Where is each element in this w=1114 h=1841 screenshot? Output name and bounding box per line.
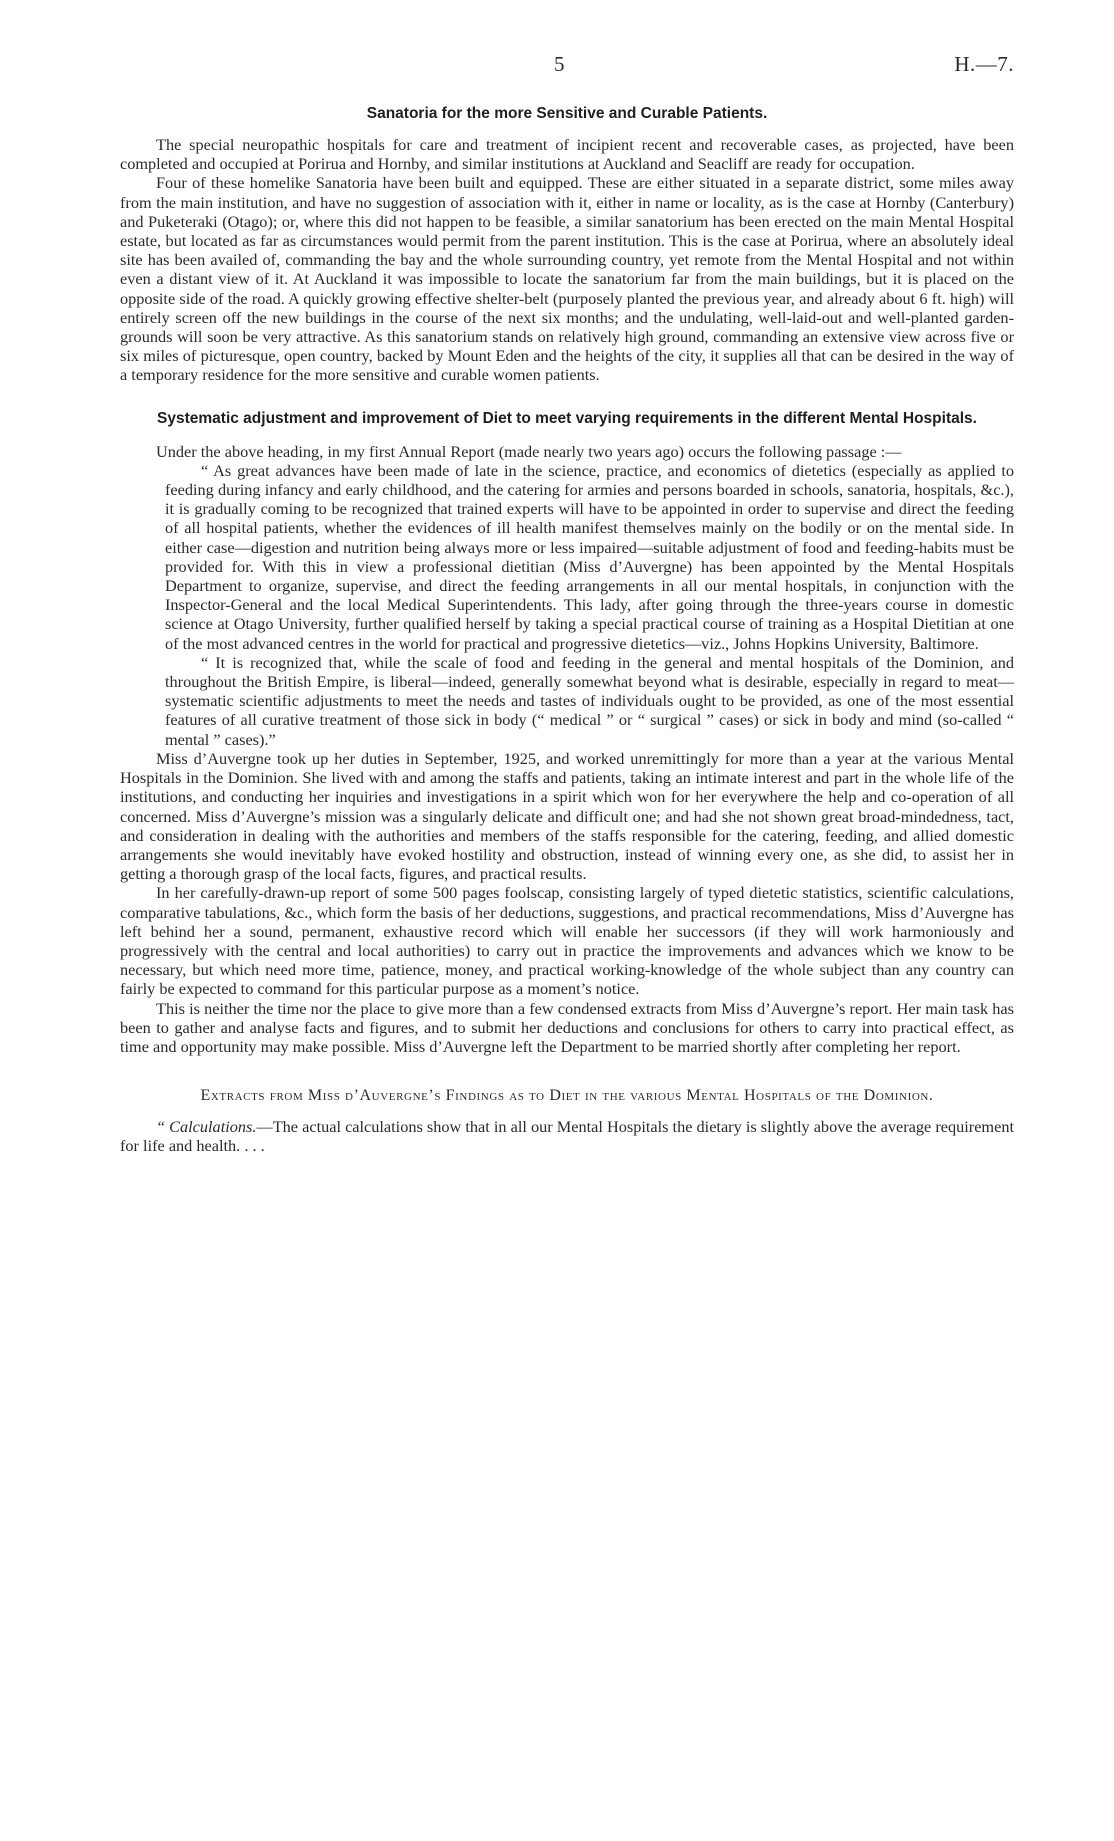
diet-quote-1: “ As great advances have been made of late in the science, practice, and economics of dietetics (especially as applied to feeding during infancy and early childhood, and the catering for armies and persons boarded in schools, sanatoria, hospitals, &c.), it is gradually coming to be recognized that trained experts will have to be appointed in order to supervise and direct the feeding of all hospital patients, whether the evidences of ill health manifest themselves mainly on the bodily or on the mental side. In either case—digestion and nutrition being always more or less impaired—suitable adjustment of food and feeding-habits must be provided for. With this in view a professional dietitian (Miss d’Auvergne) has been appointed by the Mental Hospitals Department to organize, supervise, and direct the feeding arrangements in all our mental hospitals, in conjunction with the Inspector-General and the local Medical Superintendents. This lady, after going through the three-years course in domestic science at Otago University, further qualified herself by taking a special practical course of training as a Hospital Dietitian at one of the most advanced centres in the world for practical and progressive dietetics—viz., Johns Hopkins University, Baltimore. <box>165 460 1014 653</box>
sanatoria-paragraph-1: The special neuropathic hospitals for care and treatment of incipient recent and recoverable cases, as projected, have been completed and occupied at Porirua and Hornby, and similar institutions at Auckland and Seacliff are ready for occupation. <box>120 135 1014 174</box>
calculations-text: —The actual calculations show that in all our Mental Hospitals the dietary is slightly above the average requirement for life and health. . . . <box>120 1117 1014 1156</box>
page-number: 5 <box>554 52 565 76</box>
diet-intro-paragraph: Under the above heading, in my first Annual Report (made nearly two years ago) occurs the following passage :— <box>156 441 902 461</box>
document-code: H.—7. <box>954 52 1014 76</box>
diet-paragraph-2: In her carefully-drawn-up report of some 500 pages foolscap, consisting largely of typed dietetic statistics, scientific calculations, comparative tabulations, &c., which form the basis of her deductions, suggestions, and practical recommendations, Miss d’Auvergne has left behind her a sound, permanent, exhaustive record which will enable her successors (if they will work harmoniously and progressively with the central and local authorities) to carry out in practice the improvements and advances which we know to be necessary, but which need more time, patience, money, and practical working-knowledge of the whole subject than any country can fairly be expected to command for this particular purpose as a moment’s notice. <box>120 883 1014 999</box>
sanatoria-paragraph-2: Four of these homelike Sanatoria have been built and equipped. These are either situated in a separate district, some miles away from the main institution, and have no suggestion of association with it, either in name or locality, as is the case at Hornby (Canterbury) and Puketeraki (Otago); or, where this did not happen to be feasible, a similar sanatorium has been erected on the main Mental Hospital estate, but located as far as circumstances would permit from the parent institution. This is the case at Porirua, where an absolutely ideal site has been availed of, commanding the bay and the whole surrounding country, yet remote from the Mental Hospital and not within even a distant view of it. At Auckland it was impossible to locate the sanatorium far from the main buildings, but it is placed on the opposite side of the road. A quickly growing effective shelter-belt (purposely planted the previous year, and already about 6 ft. high) will entirely screen off the new buildings in the course of the next six months; and the undulating, well-laid-out and well-planted garden-grounds will soon be very attractive. As this sanatorium stands on relatively high ground, commanding an extensive view across five or six miles of picturesque, open country, backed by Mount Eden and the heights of the city, it supplies all that can be desired in the way of a temporary residence for the more sensitive and curable women patients. <box>120 173 1014 385</box>
page-header <box>120 52 1014 82</box>
diet-heading: Systematic adjustment and improvement of Diet to meet varying requirements in the different Mental Hospitals. <box>157 409 977 427</box>
extracts-heading: Extracts from Miss d’Auvergne’s Findings as to Diet in the various Mental Hospitals of the Dominion. <box>200 1087 934 1105</box>
document-page <box>120 52 1014 1156</box>
diet-paragraph-1: Miss d’Auvergne took up her duties in September, 1925, and worked unremittingly for more than a year at the various Mental Hospitals in the Dominion. She lived with and among the staffs and patients, taking an intimate interest and part in the whole life of the institutions, and conducting her inquiries and investigations in a spirit which won for her everywhere the help and co-operation of all concerned. Miss d’Auvergne’s mission was a singularly delicate and difficult one; and had she not shown great broad-mindedness, tact, and consideration in dealing with the authorities and members of the staffs responsible for the catering, feeding, and allied domestic arrangements she would inevitably have evoked hostility and obstruction, instead of winning every one, as she did, to assist her in getting a thorough grasp of the local facts, figures, and practical results. <box>120 748 1014 884</box>
diet-quote-2: “ It is recognized that, while the scale of food and feeding in the general and mental hospitals of the Dominion, and throughout the British Empire, is liberal—indeed, generally somewhat beyond what is desirable, especially in regard to meat—systematic scientific adjustments to meet the needs and tastes of individuals ought to be provided, as one of the most essential features of all curative treatment of those sick in body (“ medical ” or “ surgical ” cases) or sick in body and mind (so-called “ mental ” cases).” <box>165 652 1014 749</box>
calculations-label: “ Calculations. <box>156 1117 257 1137</box>
sanatoria-heading: Sanatoria for the more Sensitive and Curable Patients. <box>366 105 768 122</box>
diet-paragraph-3: This is neither the time nor the place to give more than a few condensed extracts from Miss d’Auvergne’s report. Her main task has been to gather and analyse facts and figures, and to submit her deductions and conclusions for others to carry into practical effect, as time and opportunity may make possible. Miss d’Auvergne left the Department to be married shortly after completing her report. <box>120 998 1014 1056</box>
calculations-paragraph <box>120 1117 1014 1155</box>
